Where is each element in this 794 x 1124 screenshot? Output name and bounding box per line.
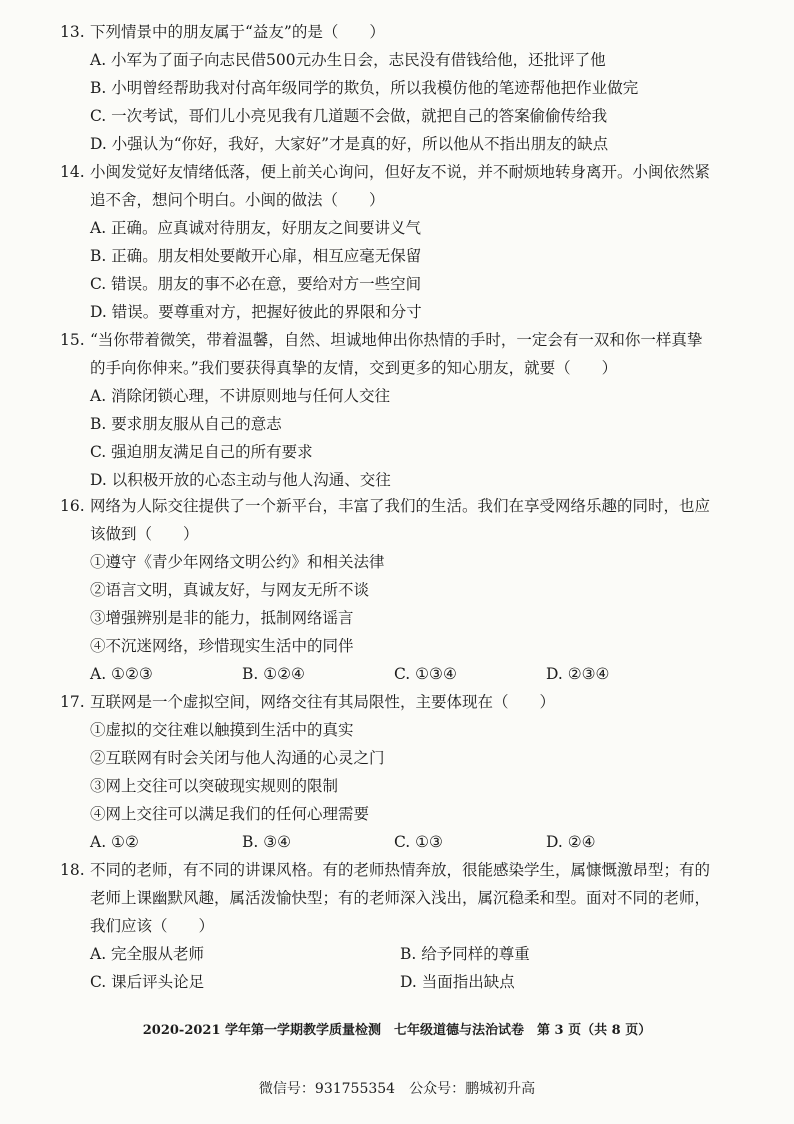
question-stem-cont: 该做到（ ）: [90, 525, 199, 543]
choice-b: B. 给予同样的尊重: [400, 945, 530, 963]
choice-a: A. 完全服从老师: [90, 945, 205, 963]
choice-c: C. ①③: [394, 833, 443, 851]
option-b: B. 小明曾经帮助我对付高年级同学的欺负，所以我模仿他的笔迹帮他把作业做完: [90, 79, 639, 97]
choice-d: D. ②④: [546, 833, 596, 851]
choice-c: C. ①③④: [394, 665, 457, 683]
option-d: D. 以积极开放的心态主动与他人沟通、交往: [90, 471, 391, 489]
statement-2: ②语言文明，真诚友好，与网友无所不谈: [90, 581, 370, 599]
option-b: B. 要求朋友服从自己的意志: [90, 415, 282, 433]
option-d: D. 错误。要尊重对方，把握好彼此的界限和分寸: [90, 303, 422, 321]
question-13: [60, 18, 730, 158]
choice-b: B. ①②④: [242, 665, 305, 683]
statement-1: ①虚拟的交往难以触摸到生活中的真实: [90, 721, 354, 739]
question-14: [60, 158, 730, 326]
option-b: B. 正确。朋友相处要敞开心扉，相互应毫无保留: [90, 247, 422, 265]
question-stem: 网络为人际交往提供了一个新平台，丰富了我们的生活。我们在享受网络乐趣的同时，也应: [90, 497, 711, 515]
statement-1: ①遵守《青少年网络文明公约》和相关法律: [90, 553, 385, 571]
question-stem-cont: 我们应该（ ）: [90, 917, 215, 935]
option-c: C. 强迫朋友满足自己的所有要求: [90, 443, 313, 461]
question-stem: “当你带着微笑，带着温馨，自然、坦诚地伸出你热情的手时，一定会有一双和你一样真挚: [90, 331, 703, 349]
answer-choices: [60, 660, 730, 688]
question-stem: 互联网是一个虚拟空间，网络交往有其局限性，主要体现在（ ）: [90, 693, 556, 711]
question-number: 18.: [60, 861, 85, 879]
option-a: A. 小军为了面子向志民借500元办生日会，志民没有借钱给他，还批评了他: [90, 51, 606, 69]
choice-d: D. ②③④: [546, 665, 610, 683]
statement-3: ③增强辨别是非的能力，抵制网络谣言: [90, 609, 354, 627]
statement-4: ④网上交往可以满足我们的任何心理需要: [90, 805, 370, 823]
question-stem: 下列情景中的朋友属于“益友”的是（ ）: [90, 23, 385, 41]
question-16: [60, 492, 730, 688]
option-a: A. 消除闭锁心理，不讲原则地与任何人交往: [90, 387, 391, 405]
choice-a: A. ①②: [90, 833, 139, 851]
question-stem-cont: 的手向你伸来。”我们要获得真挚的友情，交到更多的知心朋友，就要（ ）: [90, 359, 618, 377]
question-number: 14.: [60, 163, 85, 181]
choice-a: A. ①②③: [90, 665, 153, 683]
option-c: C. 一次考试，哥们儿小亮见我有几道题不会做，就把自己的答案偷偷传给我: [90, 107, 608, 125]
statement-4: ④不沉迷网络，珍惜现实生活中的同伴: [90, 637, 354, 655]
option-c: C. 错误。朋友的事不必在意，要给对方一些空间: [90, 275, 422, 293]
page-footer: 2020-2021 学年第一学期教学质量检测 七年级道德与法治试卷 第 3 页（共 8 页）: [142, 1023, 652, 1038]
answer-choices: [60, 940, 730, 996]
question-number: 16.: [60, 497, 85, 515]
question-stem: 小闽发觉好友情绪低落，便上前关心询问，但好友不说，并不耐烦地转身离开。小闽依然紧: [90, 163, 711, 181]
question-number: 17.: [60, 693, 85, 711]
question-18: [60, 856, 730, 996]
statement-3: ③网上交往可以突破现实规则的限制: [90, 777, 339, 795]
question-number: 15.: [60, 331, 85, 349]
question-17: [60, 688, 730, 856]
question-stem: 不同的老师，有不同的讲课风格。有的老师热情奔放，很能感染学生，属慷慨激昂型；有的: [90, 861, 711, 879]
contact-watermark: 微信号：931755354 公众号：鹏城初升高: [258, 1081, 536, 1097]
choice-b: B. ③④: [242, 833, 292, 851]
question-stem-cont: 追不舍，想问个明白。小闽的做法（ ）: [90, 191, 385, 209]
choice-d: D. 当面指出缺点: [400, 973, 515, 991]
question-stem-cont: 老师上课幽默风趣，属活泼愉快型；有的老师深入浅出，属沉稳柔和型。面对不同的老师，: [90, 889, 711, 907]
choice-c: C. 课后评头论足: [90, 973, 205, 991]
answer-choices: [60, 828, 730, 856]
statement-2: ②互联网有时会关闭与他人沟通的心灵之门: [90, 749, 385, 767]
question-number: 13.: [60, 23, 85, 41]
option-d: D. 小强认为“你好，我好，大家好”才是真的好，所以他从不指出朋友的缺点: [90, 135, 609, 153]
question-15: [60, 326, 730, 494]
option-a: A. 正确。应真诚对待朋友，好朋友之间要讲义气: [90, 219, 422, 237]
